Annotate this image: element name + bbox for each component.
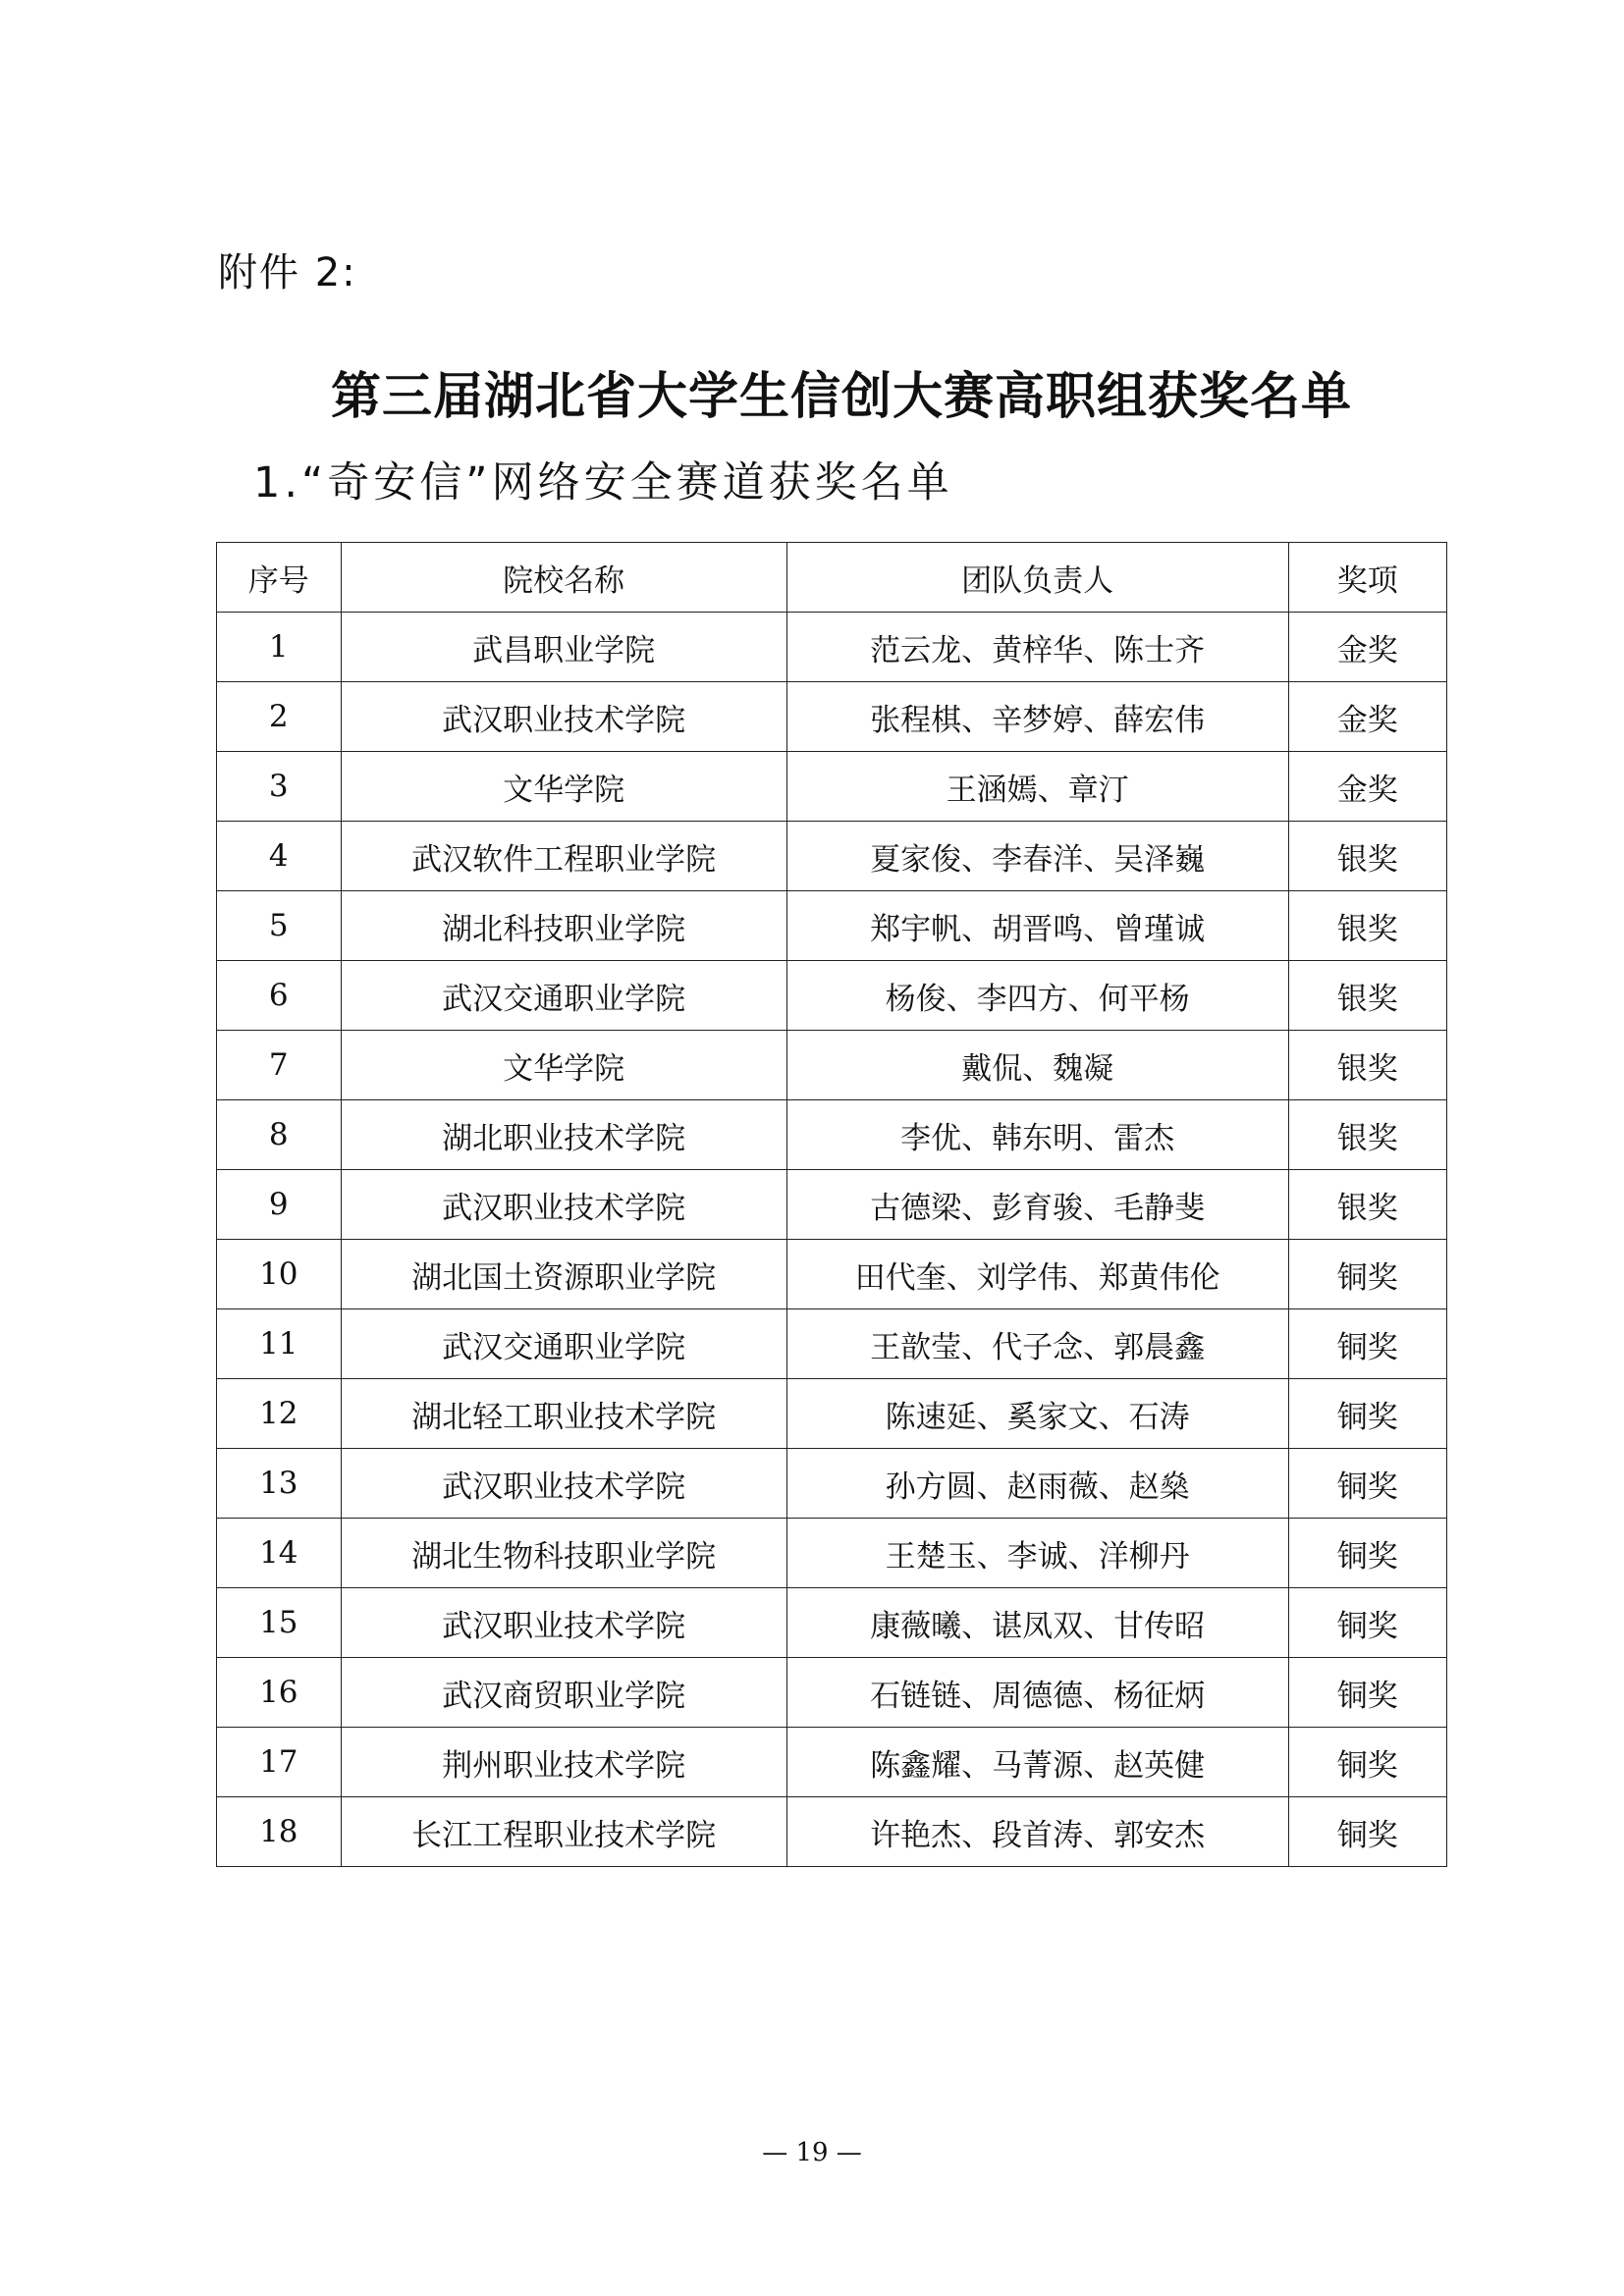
table-row bbox=[217, 1100, 1447, 1170]
row-index: 13 bbox=[217, 1449, 342, 1519]
team-leaders: 张程棋、辛梦婷、薛宏伟 bbox=[786, 682, 1288, 752]
row-index: 16 bbox=[217, 1658, 342, 1728]
attachment-label: 附件 2: bbox=[218, 250, 357, 295]
team-leaders: 石链链、周德德、杨征炳 bbox=[786, 1658, 1288, 1728]
team-leaders: 陈鑫耀、马菁源、赵英健 bbox=[786, 1728, 1288, 1797]
header-index: 序号 bbox=[217, 543, 342, 613]
team-leaders: 杨俊、李四方、何平杨 bbox=[786, 961, 1288, 1031]
school-name: 武汉交通职业学院 bbox=[341, 1309, 786, 1379]
school-name: 武汉交通职业学院 bbox=[341, 961, 786, 1031]
team-leaders: 范云龙、黄梓华、陈士齐 bbox=[786, 613, 1288, 682]
table-row bbox=[217, 1797, 1447, 1867]
header-school: 院校名称 bbox=[341, 543, 786, 613]
award-level: 铜奖 bbox=[1288, 1519, 1446, 1588]
team-leaders: 戴侃、魏凝 bbox=[786, 1031, 1288, 1100]
page-number: — 19 — bbox=[762, 2138, 862, 2167]
award-level: 金奖 bbox=[1288, 613, 1446, 682]
table-row bbox=[217, 1379, 1447, 1449]
school-name: 荆州职业技术学院 bbox=[341, 1728, 786, 1797]
school-name: 湖北科技职业学院 bbox=[341, 891, 786, 961]
school-name: 湖北国土资源职业学院 bbox=[341, 1240, 786, 1309]
header-team-leader: 团队负责人 bbox=[786, 543, 1288, 613]
school-name: 武汉软件工程职业学院 bbox=[341, 822, 786, 891]
row-index: 8 bbox=[217, 1100, 342, 1170]
table-row bbox=[217, 961, 1447, 1031]
row-index: 3 bbox=[217, 752, 342, 822]
team-leaders: 田代奎、刘学伟、郑黄伟伦 bbox=[786, 1240, 1288, 1309]
table-row bbox=[217, 1588, 1447, 1658]
award-level: 铜奖 bbox=[1288, 1449, 1446, 1519]
row-index: 18 bbox=[217, 1797, 342, 1867]
school-name: 湖北生物科技职业学院 bbox=[341, 1519, 786, 1588]
award-level: 银奖 bbox=[1288, 822, 1446, 891]
table-row bbox=[217, 1170, 1447, 1240]
school-name: 武汉职业技术学院 bbox=[341, 1588, 786, 1658]
award-level: 铜奖 bbox=[1288, 1379, 1446, 1449]
award-level: 金奖 bbox=[1288, 752, 1446, 822]
school-name: 武汉职业技术学院 bbox=[341, 1449, 786, 1519]
row-index: 15 bbox=[217, 1588, 342, 1658]
section-heading: 1.“奇安信”网络安全赛道获奖名单 bbox=[253, 458, 953, 507]
award-level: 铜奖 bbox=[1288, 1588, 1446, 1658]
team-leaders: 郑宇帆、胡晋鸣、曾瑾诚 bbox=[786, 891, 1288, 961]
row-index: 2 bbox=[217, 682, 342, 752]
school-name: 湖北职业技术学院 bbox=[341, 1100, 786, 1170]
team-leaders: 王涵嫣、章汀 bbox=[786, 752, 1288, 822]
row-index: 11 bbox=[217, 1309, 342, 1379]
award-level: 银奖 bbox=[1288, 1100, 1446, 1170]
team-leaders: 陈速延、奚家文、石涛 bbox=[786, 1379, 1288, 1449]
team-leaders: 夏家俊、李春洋、吴泽巍 bbox=[786, 822, 1288, 891]
award-level: 银奖 bbox=[1288, 1170, 1446, 1240]
school-name: 武昌职业学院 bbox=[341, 613, 786, 682]
award-level: 银奖 bbox=[1288, 961, 1446, 1031]
team-leaders: 许艳杰、段首涛、郭安杰 bbox=[786, 1797, 1288, 1867]
award-level: 铜奖 bbox=[1288, 1728, 1446, 1797]
team-leaders: 王歆莹、代子念、郭晨鑫 bbox=[786, 1309, 1288, 1379]
row-index: 1 bbox=[217, 613, 342, 682]
table-row bbox=[217, 1031, 1447, 1100]
table-row bbox=[217, 1309, 1447, 1379]
team-leaders: 李优、韩东明、雷杰 bbox=[786, 1100, 1288, 1170]
table-header-row bbox=[217, 543, 1447, 613]
row-index: 7 bbox=[217, 1031, 342, 1100]
award-level: 银奖 bbox=[1288, 1031, 1446, 1100]
row-index: 6 bbox=[217, 961, 342, 1031]
award-level: 银奖 bbox=[1288, 891, 1446, 961]
table-row bbox=[217, 752, 1447, 822]
table-row bbox=[217, 1658, 1447, 1728]
row-index: 17 bbox=[217, 1728, 342, 1797]
row-index: 12 bbox=[217, 1379, 342, 1449]
award-level: 铜奖 bbox=[1288, 1309, 1446, 1379]
row-index: 9 bbox=[217, 1170, 342, 1240]
school-name: 武汉职业技术学院 bbox=[341, 1170, 786, 1240]
row-index: 5 bbox=[217, 891, 342, 961]
table-row bbox=[217, 613, 1447, 682]
table-row bbox=[217, 1728, 1447, 1797]
team-leaders: 古德梁、彭育骏、毛静斐 bbox=[786, 1170, 1288, 1240]
row-index: 14 bbox=[217, 1519, 342, 1588]
row-index: 4 bbox=[217, 822, 342, 891]
table-row bbox=[217, 891, 1447, 961]
table-row bbox=[217, 1240, 1447, 1309]
header-award: 奖项 bbox=[1288, 543, 1446, 613]
team-leaders: 孙方圆、赵雨薇、赵燊 bbox=[786, 1449, 1288, 1519]
school-name: 文华学院 bbox=[341, 752, 786, 822]
school-name: 武汉职业技术学院 bbox=[341, 682, 786, 752]
row-index: 10 bbox=[217, 1240, 342, 1309]
table-row bbox=[217, 1519, 1447, 1588]
team-leaders: 康薇曦、谌凤双、甘传昭 bbox=[786, 1588, 1288, 1658]
award-level: 铜奖 bbox=[1288, 1797, 1446, 1867]
award-level: 铜奖 bbox=[1288, 1240, 1446, 1309]
team-leaders: 王楚玉、李诚、洋柳丹 bbox=[786, 1519, 1288, 1588]
award-level: 铜奖 bbox=[1288, 1658, 1446, 1728]
table-row bbox=[217, 682, 1447, 752]
award-level: 金奖 bbox=[1288, 682, 1446, 752]
table-row bbox=[217, 1449, 1447, 1519]
school-name: 武汉商贸职业学院 bbox=[341, 1658, 786, 1728]
table-row bbox=[217, 822, 1447, 891]
school-name: 长江工程职业技术学院 bbox=[341, 1797, 786, 1867]
school-name: 文华学院 bbox=[341, 1031, 786, 1100]
awards-table bbox=[216, 542, 1447, 1867]
page-title: 第三届湖北省大学生信创大赛高职组获奖名单 bbox=[330, 367, 1352, 426]
school-name: 湖北轻工职业技术学院 bbox=[341, 1379, 786, 1449]
